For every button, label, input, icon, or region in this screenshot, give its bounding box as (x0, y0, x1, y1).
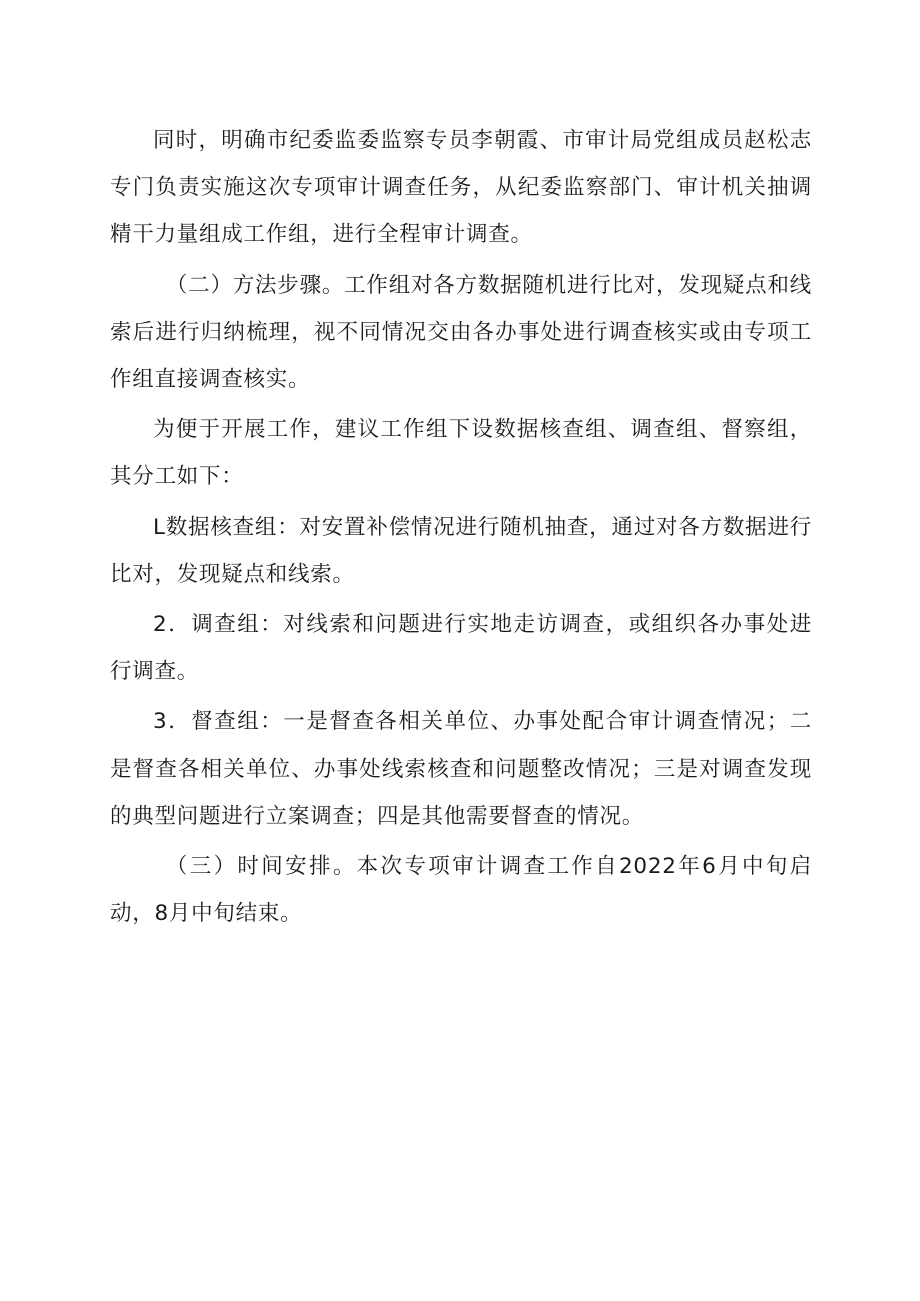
paragraph-method-steps: （二）方法步骤。工作组对各方数据随机进行比对，发现疑点和线索后进行归纳梳理，视不同情况交由各办事处进行调查核实或由专项工作组直接调查核实。 (110, 272, 812, 393)
paragraph-supervision-group: 3．督查组：一是督查各相关单位、办事处配合审计调查情况；二是督查各相关单位、办事处线索核查和问题整改情况；三是对调查发现的典型问题进行立案调查；四是其他需要督查的情况。 (110, 709, 812, 829)
paragraph-data-check-group: L数据核查组：对安置补偿情况进行随机抽查，通过对各方数据进行比对，发现疑点和线索。 (110, 514, 812, 587)
paragraph-group-division: 为便于开展工作，建议工作组下设数据核查组、调查组、督察组，其分工如下： (110, 417, 812, 490)
paragraph-staffing: 同时，明确市纪委监委监察专员李朝霞、市审计局党组成员赵松志专门负责实施这次专项审计调查任务，从纪委监察部门、审计机关抽调精干力量组成工作组，进行全程审计调查。 (110, 128, 812, 248)
paragraph-investigation-group: 2．调查组：对线索和问题进行实地走访调查，或组织各办事处进行调查。 (110, 612, 812, 685)
document-body (110, 117, 812, 940)
paragraph-schedule: （三）时间安排。本次专项审计调查工作自2022年6月中旬启动，8月中旬结束。 (110, 854, 812, 927)
